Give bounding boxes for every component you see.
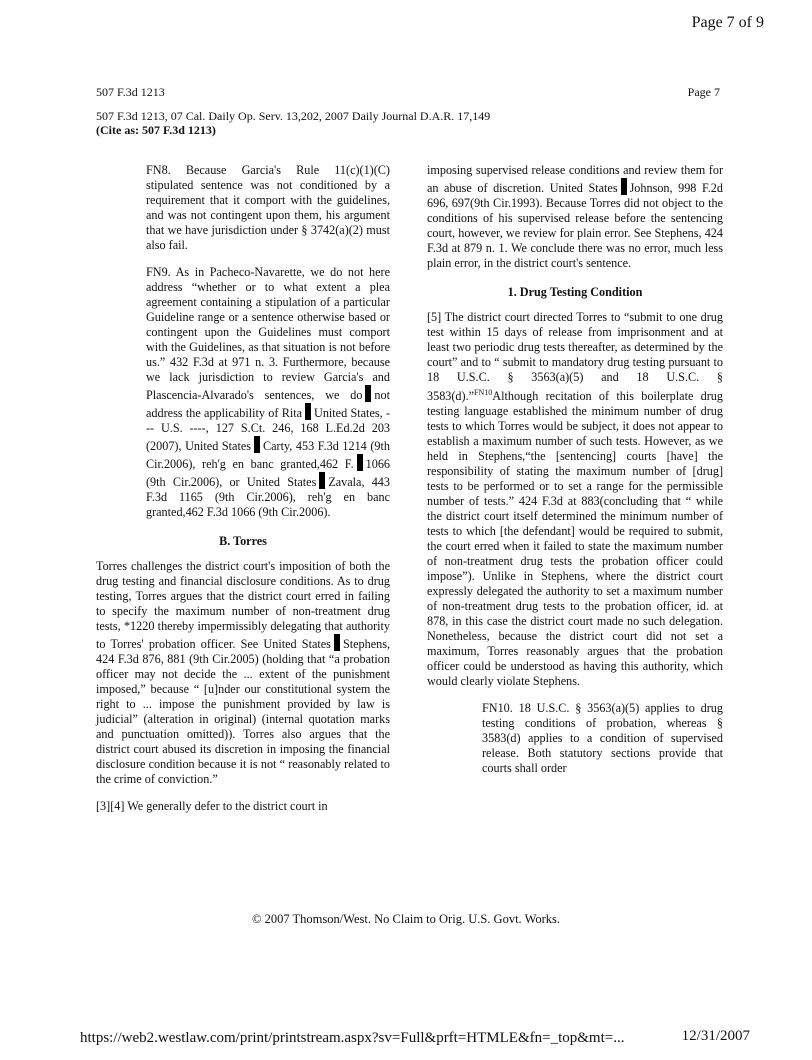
- redaction-mark: [621, 178, 627, 195]
- print-date: 12/31/2007: [681, 1028, 750, 1044]
- copyright: © 2007 Thomson/West. No Claim to Orig. U.S. Govt. Works.: [251, 912, 561, 926]
- page-number: Page 7: [687, 85, 720, 99]
- cite-as: (Cite as: 507 F.3d 1213): [96, 123, 216, 137]
- paragraph: [5] The district court directed Torres to “submit to one drug test within 15 days of release from imprisonment and at least two periodic drug tests thereafter, as determined by the court” and to “ submit to mandatory drug testing pursuant to 18 U.S.C. § 3563(a)(5) and 18 U.S.C. § 3583(d).”$^{FN10}$Although recitation of this boilerplate drug testing language established the minimum number of drug tests to which Torres would be subject, it does not appear to establish a maximum number of such tests. However, as we held in Stephens,“the [sentencing] courts [have] the responsibility of stating the maximum number of [drug] tests to be performed or to set a range for the permissible number of tests.” 424 F.3d at 883(concluding that “ while the district court itself determined the minimum number of tests to which [the defendant] would be required to submit, the court erred when it failed to state the maximum number of non-treatment drug tests the probation officer could impose”). Unlike in Stephens, where the district court expressly delegated the authority to set a maximum number of non-treatment drug tests to the probation officer, id. at 878, in this case the district court made no such delegation. Nonetheless, because the district court did not set a maximum, Torres reasonably argues that the probation officer could be understood as having this authority, which would clearly violate Stephens.: [427, 310, 723, 689]
- citation: 507 F.3d 1213: [96, 85, 165, 99]
- redaction-mark: [254, 436, 260, 453]
- reporter-line: 507 F.3d 1213, 07 Cal. Daily Op. Serv. 13,202, 2007 Daily Journal D.A.R. 17,149: [96, 109, 491, 123]
- paragraph: imposing supervised release conditions and review them for an abuse of discretion. United States Johnson, 998 F.2d 696, 697(9th Cir.1993). Because Torres did not object to the conditions of his supervised release before the sentencing court, however, we review for plain error. See Stephens, 424 F.3d at 879 n. 1. We conclude there was no error, much less plain error, in the district court's sentence.: [427, 163, 723, 270]
- footnote-10: FN10. 18 U.S.C. § 3563(a)(5) applies to drug testing conditions of probation, whereas § 3583(d) applies to a condition of supervised release. Both statutory sections provide that courts shall order: [482, 701, 723, 776]
- paragraph: Torres challenges the district court's imposition of both the drug testing and financial disclosure conditions. As to drug testing, Torres argues that the district court erred in failing to specify the maximum number of non-treatment drug tests, *1220 thereby impermissibly delegating that authority to Torres' probation officer. See United States Stephens, 424 F.3d 876, 881 (9th Cir.2005) (holding that “a probation officer may not decide the ... extent of the punishment imposed,” because “ [u]nder our constitutional system the right to ... impose the punishment provided by law is judicial” (alteration in original) (internal quotation marks and punctuation omitted)). Torres also argues that the district court abused its discretion in imposing the financial disclosure condition because it is not “ reasonably related to the crime of conviction.”: [96, 559, 390, 786]
- footnote-9: FN9. As in Pacheco-Navarette, we do not here address “whether or to what extent a plea agreement containing a stipulation of a particular Guideline range or a sentence otherwise based or contingent upon the Guidelines must comport with the Guidelines, as that situation is not before us.” 432 F.3d at 971 n. 3. Furthermore, because we lack jurisdiction to review Garcia's and Plascencia-Alvarado's sentences, we do not address the applicability of Rita United States, --- U.S. ----, 127 S.Ct. 246, 168 L.Ed.2d 203 (2007), United States Carty, 453 F.3d 1214 (9th Cir.2006), reh'g en banc granted,462 F. 1066 (9th Cir.2006), or United States Zavala, 443 F.3d 1165 (9th Cir.2006), reh'g en banc granted,462 F.3d 1066 (9th Cir.2006).: [146, 265, 391, 519]
- section-heading-torres: B. Torres: [219, 534, 267, 548]
- left-column: [96, 163, 390, 826]
- footnote-ref[interactable]: FN10: [474, 388, 493, 397]
- paragraph: [3][4] We generally defer to the district court in: [96, 799, 328, 813]
- redaction-mark: [357, 454, 363, 471]
- print-url: https://web2.westlaw.com/print/printstream.aspx?sv=Full&prft=HTMLE&fn=_top&mt=...: [80, 1030, 625, 1046]
- redaction-mark: [334, 634, 340, 651]
- footnote-8: FN8. Because Garcia's Rule 11(c)(1)(C) stipulated sentence was not conditioned by a requirement that it comport with the guidelines, and was not contingent upon them, his argument that we have jurisdiction under § 3742(a)(2) must also fail.: [146, 163, 390, 252]
- right-column: [427, 163, 723, 788]
- redaction-mark: [305, 403, 311, 420]
- redaction-mark: [365, 385, 371, 402]
- redaction-mark: [319, 472, 325, 489]
- print-page-number: Page 7 of 9: [691, 14, 764, 31]
- section-heading-drug-testing: 1. Drug Testing Condition: [507, 285, 643, 299]
